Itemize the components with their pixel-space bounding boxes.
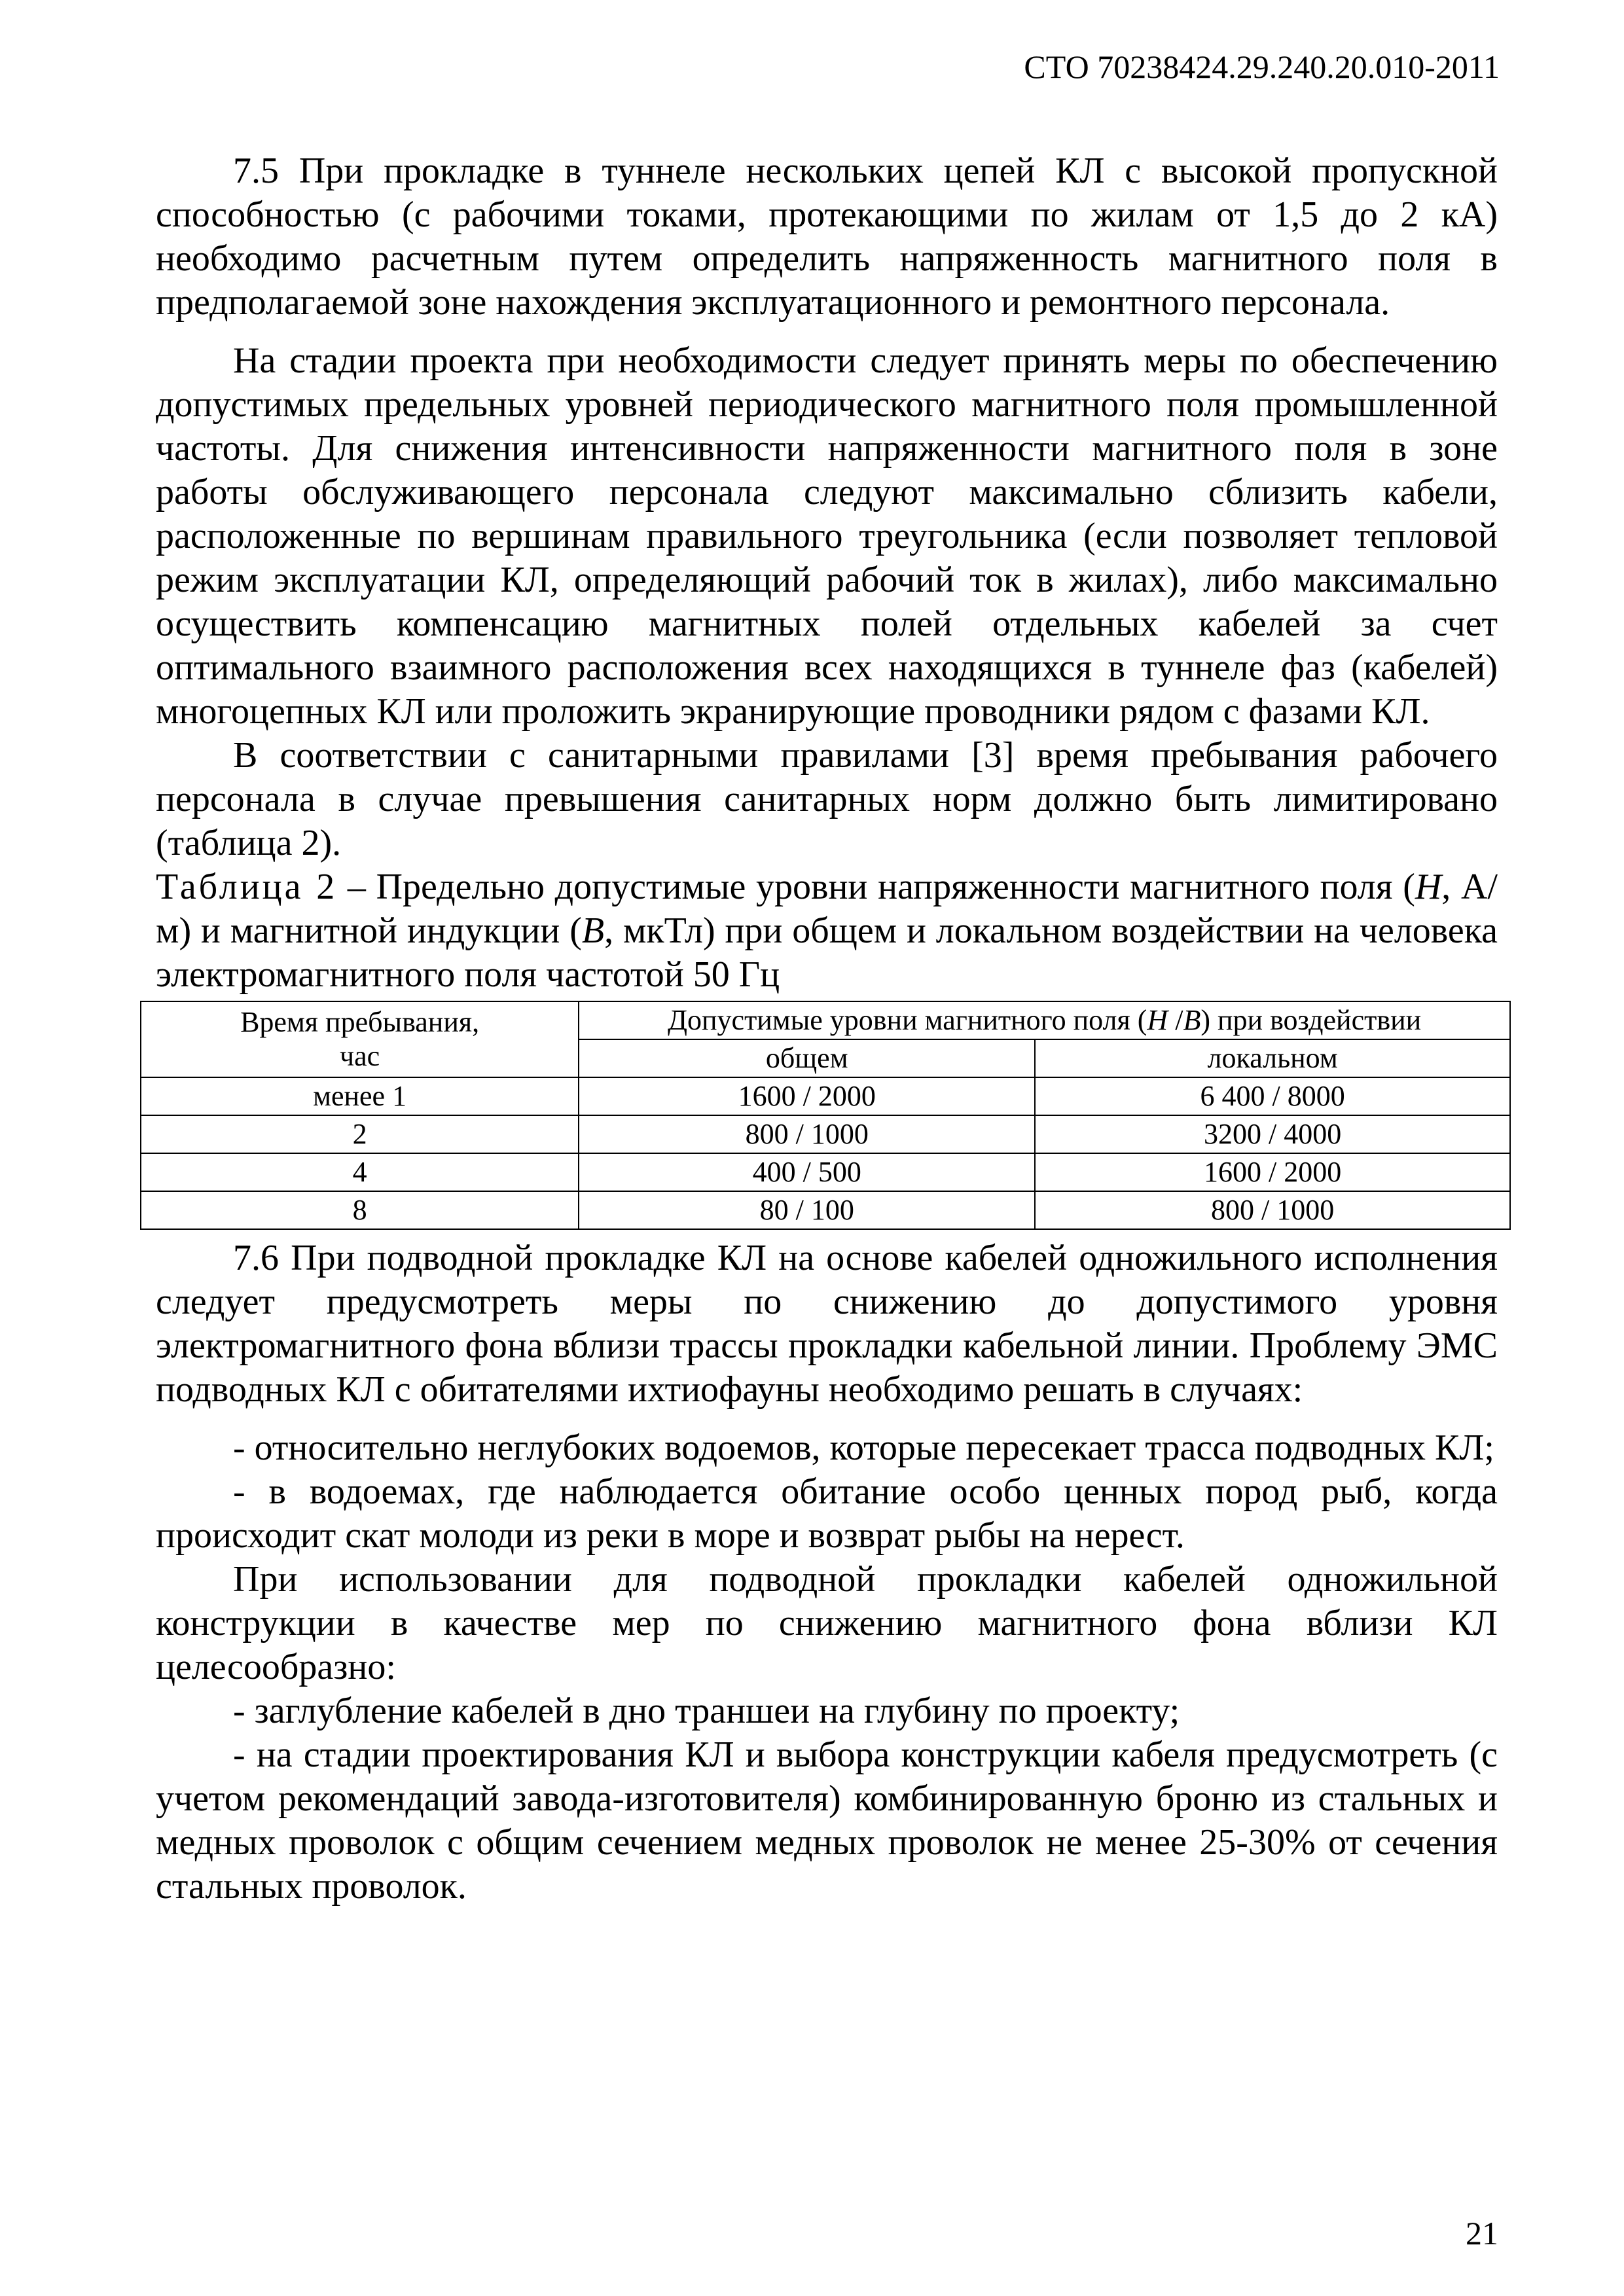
cell-local: 6 400 / 8000 xyxy=(1035,1077,1510,1115)
table-header-general: общем xyxy=(579,1039,1035,1077)
document-code: СТО 70238424.29.240.20.010-2011 xyxy=(1024,48,1500,85)
cell-general: 800 / 1000 xyxy=(579,1115,1035,1153)
cell-general: 400 / 500 xyxy=(579,1153,1035,1191)
table-caption-b-symbol: B xyxy=(581,910,605,951)
paragraph-single-core-measures: При использовании для подводной прокладки кабелей одножильной конструкции в качестве мер по снижению магнитного фона вблизи КЛ целесообразно: xyxy=(156,1559,1498,1687)
table-header-local: локальном xyxy=(1035,1039,1510,1077)
table-caption-part1: – Предельно допустимые уровни напряженности магнитного поля ( xyxy=(337,867,1415,907)
table-header-group-text: Допустимые уровни магнитного поля ( xyxy=(667,1004,1147,1036)
table-caption-part2: , А/м) и магнитной индукции ( xyxy=(156,867,1498,951)
table-header-group-tail: ) при воздействии xyxy=(1200,1004,1422,1036)
table-caption-prefix: Таблица 2 xyxy=(156,867,338,907)
table-header-time-line1: Время пребывания, xyxy=(240,1006,480,1038)
cell-local: 1600 / 2000 xyxy=(1035,1153,1510,1191)
magnetic-field-limits-table xyxy=(140,1001,1511,1230)
list-item-trench-depth: - заглубление кабелей в дно траншеи на глубину по проекту; xyxy=(233,1691,1180,1731)
paragraph-7-6: 7.6 При подводной прокладке КЛ на основе кабелей одножильного исполнения следует предусмотреть меры по снижению до допустимого уровня электромагнитного фона вблизи трассы прокладки кабельной линии. Проблему ЭМС подводных КЛ с обитателями ихтиофауны необходимо решать в случаях: xyxy=(156,1238,1498,1410)
list-item-combined-armor: - на стадии проектирования КЛ и выбора конструкции кабеля предусмотреть (с учетом рекомендаций завода-изготовителя) комбинированную броню из стальных и медных проволок с общим сечением медных проволок не менее 25-30% от сечения стальных проволок. xyxy=(156,1734,1498,1907)
table-header-group xyxy=(579,1001,1510,1039)
table-row xyxy=(141,1153,1510,1191)
table-caption-part3: , мкТл) при общем и локальном воздействии на человека электромагнитного поля частотой 50 Гц xyxy=(156,910,1498,995)
paragraph-sanitary-rules: В соответствии с санитарными правилами [3] время пребывания рабочего персонала в случае превышения санитарных норм должно быть лимитировано (таблица 2). xyxy=(156,735,1498,863)
cell-local: 800 / 1000 xyxy=(1035,1191,1510,1229)
cell-local: 3200 / 4000 xyxy=(1035,1115,1510,1153)
list-item-shallow-water: - относительно неглубоких водоемов, которые пересекает трасса подводных КЛ; xyxy=(233,1427,1494,1468)
cell-time: 4 xyxy=(141,1153,579,1191)
table-header-time-line2: час xyxy=(340,1040,380,1072)
page-number: 21 xyxy=(1466,2215,1498,2251)
table-row xyxy=(141,1115,1510,1153)
cell-time: 2 xyxy=(141,1115,579,1153)
table-header-h-symbol: Н xyxy=(1147,1004,1168,1036)
table-header-b-symbol: В xyxy=(1183,1004,1201,1036)
table-header-separator: / xyxy=(1168,1004,1183,1036)
list-item-valuable-fish: - в водоемах, где наблюдается обитание особо ценных пород рыб, когда происходит скат молоди из реки в море и возврат рыбы на нерест. xyxy=(156,1471,1498,1556)
table-header-row xyxy=(141,1001,1510,1039)
cell-time: 8 xyxy=(141,1191,579,1229)
cell-time: менее 1 xyxy=(141,1077,579,1115)
paragraph-design-stage: На стадии проекта при необходимости следует принять меры по обеспечению допустимых предельных уровней периодического магнитного поля промышленной частоты. Для снижения интенсивности напряженности магнитного поля в зоне работы обслуживающего персонала следуют максимально сблизить кабели, расположенные по вершинам правильного треугольника (если позволяет тепловой режим эксплуатации КЛ, определяющий рабочий ток в жилах), либо максимально осуществить компенсацию магнитных полей отдельных кабелей за счет оптимального взаимного расположения всех находящихся в туннеле фаз (кабелей) многоцепных КЛ или проложить экранирующие проводники рядом с фазами КЛ. xyxy=(156,340,1498,732)
table-caption-h-symbol: H xyxy=(1415,867,1442,907)
paragraph-7-5: 7.5 При прокладке в туннеле нескольких цепей КЛ с высокой пропускной способностью (с рабочими токами, протекающими по жилам от 1,5 до 2 кА) необходимо расчетным путем определить напряженность магнитного поля в предполагаемой зоне нахождения эксплуатационного и ремонтного персонала. xyxy=(156,151,1498,323)
table-caption xyxy=(156,865,1498,997)
page-content xyxy=(156,149,1498,1909)
table-row xyxy=(141,1191,1510,1229)
cell-general: 80 / 100 xyxy=(579,1191,1035,1229)
cell-general: 1600 / 2000 xyxy=(579,1077,1035,1115)
table-header-time xyxy=(141,1001,579,1077)
table-row xyxy=(141,1077,1510,1115)
